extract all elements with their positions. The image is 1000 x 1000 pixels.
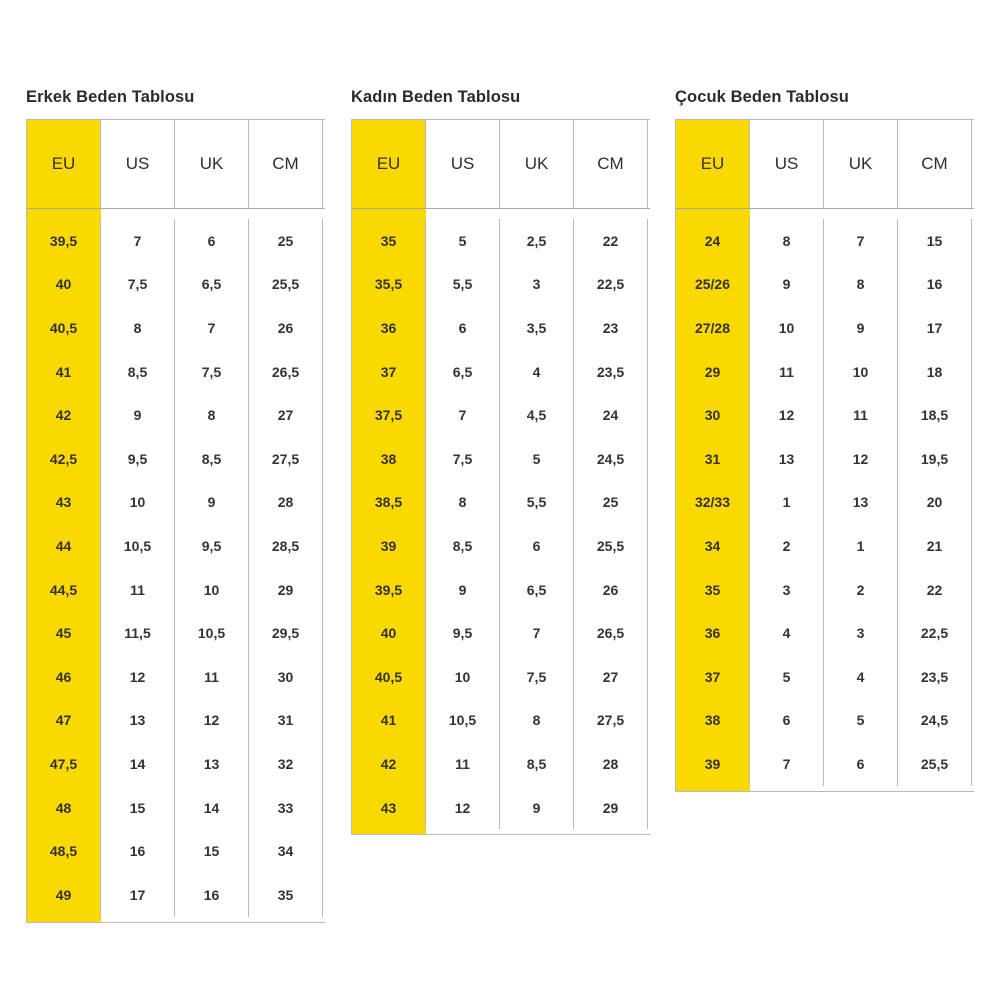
cell-us: 11 [101,568,175,612]
cell-us: 12 [750,393,824,437]
table-title: Kadın Beden Tablosu [351,88,521,106]
cell-eu: 47 [27,699,101,743]
table-row [676,350,974,394]
cell-eu: 30 [676,393,750,437]
cell-uk: 1 [824,524,898,568]
cell-cm: 18,5 [898,393,972,437]
cell-us: 10,5 [101,524,175,568]
cell-eu: 49 [27,873,101,917]
table-row [676,393,974,437]
table-row [27,568,325,612]
size-table-kadin [351,86,651,835]
cell-uk: 11 [175,655,249,699]
cell-us: 4 [750,611,824,655]
table-row [27,699,325,743]
table-row [27,655,325,699]
cell-cm: 27,5 [574,699,648,743]
cell-uk: 4 [824,655,898,699]
cell-cm: 34 [249,829,323,873]
table-row [27,786,325,830]
cell-cm: 20 [898,481,972,525]
cell-eu: 37 [352,350,426,394]
column-header-cm: CM [898,120,972,208]
cell-cm: 15 [898,219,972,263]
table-row [676,437,974,481]
table-row [352,393,650,437]
cell-eu: 42 [352,742,426,786]
cell-uk: 15 [175,829,249,873]
cell-eu: 31 [676,437,750,481]
column-header-eu: EU [352,120,426,208]
cell-eu: 48 [27,786,101,830]
table-row [676,481,974,525]
cell-eu: 39,5 [27,219,101,263]
cell-cm: 22 [574,219,648,263]
table-row [676,611,974,655]
cell-eu: 38 [352,437,426,481]
table-row [27,481,325,525]
size-table-cocuk [675,86,975,792]
cell-uk: 4,5 [500,393,574,437]
cell-cm: 25 [249,219,323,263]
cell-cm: 26 [249,306,323,350]
column-header-us: US [750,120,824,208]
cell-uk: 9 [175,481,249,525]
cell-us: 6 [750,699,824,743]
table-row [352,611,650,655]
cell-us: 17 [101,873,175,917]
cell-us: 2 [750,524,824,568]
cell-uk: 10 [175,568,249,612]
cell-us: 3 [750,568,824,612]
table-row [27,437,325,481]
cell-us: 10 [750,306,824,350]
cell-us: 8,5 [426,524,500,568]
cell-uk: 14 [175,786,249,830]
cell-cm: 30 [249,655,323,699]
cell-us: 14 [101,742,175,786]
cell-uk: 5,5 [500,481,574,525]
cell-cm: 29 [574,786,648,830]
cell-cm: 23 [574,306,648,350]
cell-eu: 48,5 [27,829,101,873]
cell-cm: 23,5 [898,655,972,699]
cell-cm: 22 [898,568,972,612]
cell-uk: 9,5 [175,524,249,568]
cell-eu: 43 [352,786,426,830]
cell-us: 11,5 [101,611,175,655]
cell-cm: 23,5 [574,350,648,394]
column-header-us: US [101,120,175,208]
cell-eu: 41 [27,350,101,394]
cell-eu: 39 [676,742,750,786]
column-header-eu: EU [27,120,101,208]
cell-us: 12 [426,786,500,830]
cell-uk: 8 [175,393,249,437]
cell-cm: 24,5 [898,699,972,743]
cell-cm: 16 [898,263,972,307]
table-row [27,873,325,917]
cell-eu: 46 [27,655,101,699]
table-row [352,437,650,481]
cell-eu: 40,5 [352,655,426,699]
cell-us: 10 [426,655,500,699]
cell-us: 8 [426,481,500,525]
cell-eu: 45 [27,611,101,655]
cell-cm: 28 [574,742,648,786]
cell-eu: 37 [676,655,750,699]
cell-eu: 40,5 [27,306,101,350]
cell-uk: 2,5 [500,219,574,263]
size-grid [26,119,325,923]
table-row [352,655,650,699]
cell-cm: 29,5 [249,611,323,655]
cell-us: 10 [101,481,175,525]
cell-us: 5 [426,219,500,263]
cell-uk: 6 [175,219,249,263]
cell-eu: 34 [676,524,750,568]
cell-uk: 3,5 [500,306,574,350]
table-row [352,524,650,568]
cell-eu: 44 [27,524,101,568]
cell-cm: 25 [574,481,648,525]
column-header-cm: CM [574,120,648,208]
cell-us: 1 [750,481,824,525]
header-row [27,120,325,209]
cell-cm: 27 [574,655,648,699]
size-grid [675,119,974,792]
cell-uk: 12 [175,699,249,743]
table-row [676,524,974,568]
cell-cm: 26,5 [249,350,323,394]
cell-uk: 7 [500,611,574,655]
cell-uk: 11 [824,393,898,437]
cell-uk: 5 [824,699,898,743]
column-header-us: US [426,120,500,208]
cell-eu: 35 [352,219,426,263]
cell-us: 8 [750,219,824,263]
cell-eu: 44,5 [27,568,101,612]
cell-eu: 43 [27,481,101,525]
cell-us: 5,5 [426,263,500,307]
cell-us: 6 [426,306,500,350]
cell-uk: 10,5 [175,611,249,655]
table-body [27,209,325,922]
table-row [676,219,974,263]
column-header-cm: CM [249,120,323,208]
cell-us: 9,5 [426,611,500,655]
cell-cm: 27,5 [249,437,323,481]
cell-eu: 24 [676,219,750,263]
cell-eu: 38 [676,699,750,743]
cell-eu: 42,5 [27,437,101,481]
cell-uk: 2 [824,568,898,612]
cell-cm: 28,5 [249,524,323,568]
cell-eu: 40 [352,611,426,655]
column-header-eu: EU [676,120,750,208]
cell-uk: 6,5 [500,568,574,612]
cell-eu: 29 [676,350,750,394]
cell-uk: 7,5 [500,655,574,699]
column-header-uk: UK [824,120,898,208]
table-row [352,742,650,786]
cell-us: 8 [101,306,175,350]
size-table-erkek [26,86,326,923]
cell-us: 11 [750,350,824,394]
cell-eu: 40 [27,263,101,307]
cell-eu: 35,5 [352,263,426,307]
cell-uk: 5 [500,437,574,481]
cell-us: 7 [750,742,824,786]
cell-cm: 32 [249,742,323,786]
table-row [352,568,650,612]
table-title: Erkek Beden Tablosu [26,88,195,106]
cell-cm: 31 [249,699,323,743]
cell-us: 16 [101,829,175,873]
cell-cm: 27 [249,393,323,437]
cell-us: 13 [750,437,824,481]
cell-us: 7,5 [426,437,500,481]
cell-us: 12 [101,655,175,699]
table-body [352,209,650,834]
table-row [676,306,974,350]
cell-eu: 37,5 [352,393,426,437]
cell-uk: 4 [500,350,574,394]
table-row [352,786,650,830]
cell-uk: 6 [824,742,898,786]
cell-us: 9 [750,263,824,307]
cell-us: 10,5 [426,699,500,743]
header-row [352,120,650,209]
table-body [676,209,974,791]
cell-uk: 12 [824,437,898,481]
size-grid [351,119,650,835]
cell-uk: 6 [500,524,574,568]
cell-cm: 25,5 [249,263,323,307]
cell-eu: 42 [27,393,101,437]
cell-uk: 3 [500,263,574,307]
cell-eu: 41 [352,699,426,743]
cell-uk: 8,5 [175,437,249,481]
table-row [676,263,974,307]
table-row [352,263,650,307]
table-row [676,699,974,743]
cell-us: 7 [426,393,500,437]
cell-cm: 17 [898,306,972,350]
cell-us: 7 [101,219,175,263]
cell-cm: 19,5 [898,437,972,481]
column-header-uk: UK [500,120,574,208]
cell-cm: 18 [898,350,972,394]
cell-eu: 39,5 [352,568,426,612]
cell-uk: 7 [175,306,249,350]
table-title: Çocuk Beden Tablosu [675,88,849,106]
cell-cm: 24,5 [574,437,648,481]
cell-eu: 39 [352,524,426,568]
cell-cm: 25,5 [574,524,648,568]
cell-cm: 26 [574,568,648,612]
cell-cm: 35 [249,873,323,917]
table-row [27,263,325,307]
cell-us: 11 [426,742,500,786]
table-row [27,742,325,786]
cell-cm: 22,5 [898,611,972,655]
cell-uk: 8 [824,263,898,307]
cell-us: 9 [101,393,175,437]
cell-cm: 21 [898,524,972,568]
table-row [676,568,974,612]
cell-uk: 3 [824,611,898,655]
header-row [676,120,974,209]
cell-uk: 9 [500,786,574,830]
cell-eu: 36 [352,306,426,350]
table-row [27,219,325,263]
table-row [352,350,650,394]
table-row [27,393,325,437]
cell-uk: 6,5 [175,263,249,307]
cell-us: 6,5 [426,350,500,394]
cell-uk: 10 [824,350,898,394]
cell-us: 15 [101,786,175,830]
cell-cm: 22,5 [574,263,648,307]
cell-cm: 25,5 [898,742,972,786]
column-header-uk: UK [175,120,249,208]
table-row [352,306,650,350]
table-row [27,524,325,568]
table-row [27,306,325,350]
cell-us: 9 [426,568,500,612]
table-row [352,481,650,525]
cell-us: 5 [750,655,824,699]
cell-cm: 26,5 [574,611,648,655]
cell-us: 8,5 [101,350,175,394]
table-row [27,611,325,655]
cell-eu: 32/33 [676,481,750,525]
table-row [27,829,325,873]
cell-uk: 13 [175,742,249,786]
cell-cm: 29 [249,568,323,612]
cell-cm: 28 [249,481,323,525]
cell-uk: 8 [500,699,574,743]
cell-uk: 16 [175,873,249,917]
cell-eu: 36 [676,611,750,655]
table-row [352,699,650,743]
cell-uk: 7,5 [175,350,249,394]
cell-cm: 33 [249,786,323,830]
table-row [352,219,650,263]
cell-uk: 8,5 [500,742,574,786]
cell-uk: 7 [824,219,898,263]
cell-eu: 47,5 [27,742,101,786]
cell-eu: 38,5 [352,481,426,525]
cell-eu: 27/28 [676,306,750,350]
table-row [676,655,974,699]
cell-us: 9,5 [101,437,175,481]
cell-us: 7,5 [101,263,175,307]
cell-eu: 25/26 [676,263,750,307]
cell-uk: 13 [824,481,898,525]
table-row [676,742,974,786]
cell-us: 13 [101,699,175,743]
cell-eu: 35 [676,568,750,612]
table-row [27,350,325,394]
cell-uk: 9 [824,306,898,350]
cell-cm: 24 [574,393,648,437]
